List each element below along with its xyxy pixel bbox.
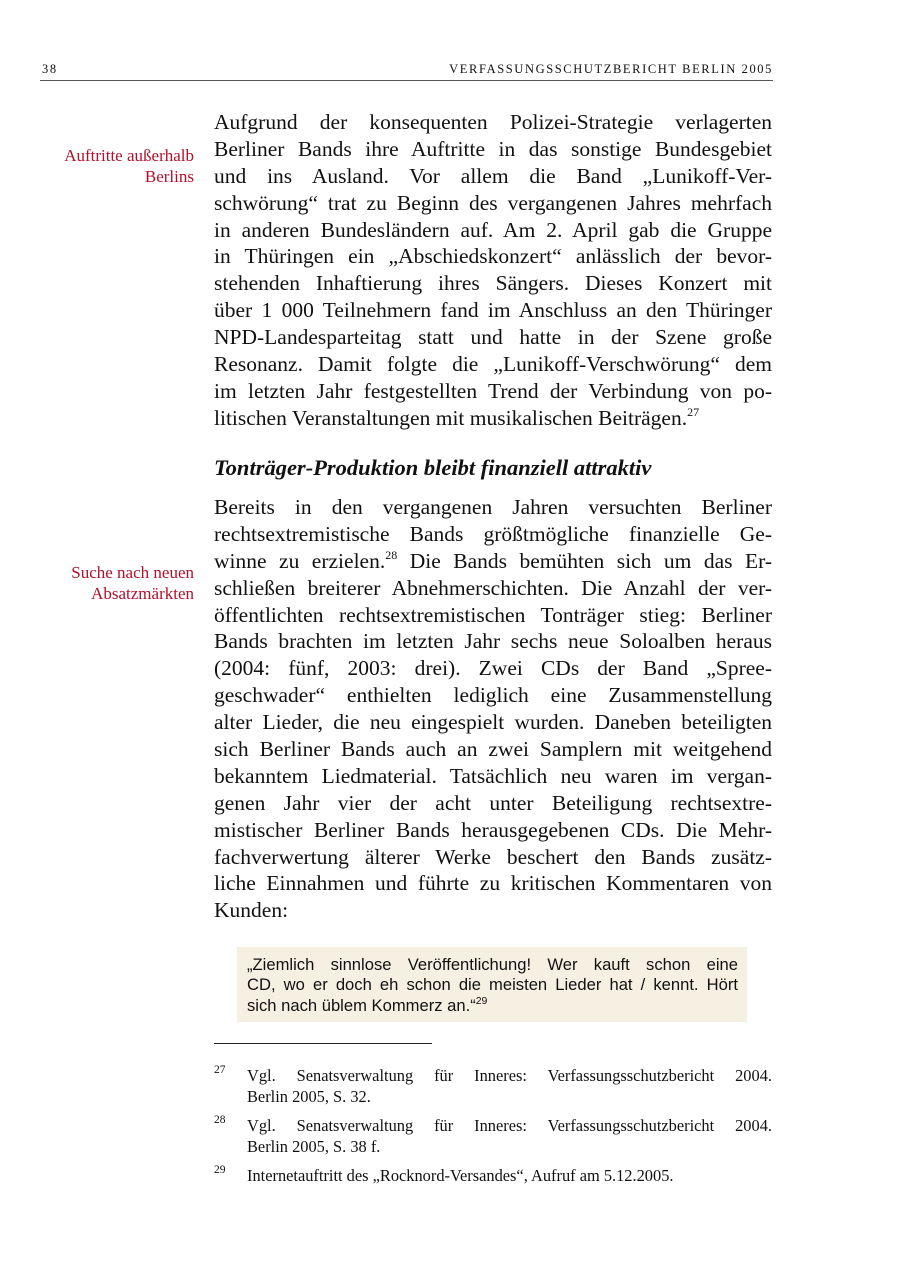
footnote-ref-27[interactable]: 27	[687, 404, 700, 419]
footnote-number: 28	[214, 1114, 226, 1126]
quote-box: „Ziemlich sinnlose Veröffentlichung! Wer kauft schon eine CD, wo er doch eh schon die meisten Lieder hat / kennt. Hört sich nach üblem Kommerz an.“$^{29}$	[237, 947, 747, 1022]
footnote-28: 28 Vgl. Senatsverwaltung für Inneres: Verfassungsschutzbericht 2004. Berlin 2005, S. 38 f.	[214, 1116, 772, 1157]
footnote-separator	[214, 1043, 432, 1044]
footnote-number: 27	[214, 1064, 226, 1076]
header-title: VERFASSUNGSSCHUTZBERICHT BERLIN 2005	[449, 62, 773, 76]
footnote-ref-29[interactable]: 29	[475, 994, 488, 1007]
page-number: 38	[42, 62, 58, 76]
footnote-number: 29	[214, 1164, 226, 1176]
paragraph-performances: Aufgrund der konsequenten Polizei-Strategie verlagerten Berliner Bands ihre Auftritte in das sonstige Bundesgebiet und ins Ausland. Vor allem die Band „Lunikoff-Ver- schwörung“ trat zu Beginn des vergangenen Jahres mehrfach in anderen Bundesländern auf. Am 2. April gab die Gruppe in Thüringen ein „Abschiedskonzert“ anlässlich der bevor- stehenden Inhaftierung ihres Sängers. Dieses Konzert mit über 1 000 Teilnehmern fand im Anschluss an den Thüringer NPD-Landesparteitag statt und hatte in der Szene große Resonanz. Damit folgte die „Lunikoff-Verschwörung“ dem im letzten Jahr festgestellten Trend der Verbindung von po- litischen Veranstaltungen mit musikalischen Beiträgen.$^{27}$	[214, 110, 772, 430]
footnote-29: 29 Internetauftritt des „Rocknord-Versandes“, Aufruf am 5.12.2005.	[214, 1166, 772, 1187]
paragraph-production: Bereits in den vergangenen Jahren versuchten Berliner rechtsextremistische Bands größtmögliche finanzielle Ge- winne zu erzielen.$^{28}$ Die Bands bemühten sich um das Er- schließen breiterer Abnehmerschichten. Die Anzahl der ver- öffentlichten rechtsextremistischen Tonträger stieg: Berliner Bands brachten im letzten Jahr sechs neue Soloalben heraus (2004: fünf, 2003: drei). Zwei CDs der Band „Spree- geschwader“ enthielten lediglich eine Zusammenstellung alter Lieder, die neu eingespielt wurden. Daneben beteiligten sich Berliner Bands auch an zwei Samplern mit weitgehend bekanntem Liedmaterial. Tatsächlich neu waren im vergan- genen Jahr vier der acht unter Beteiligung rechtsextre- mistischer Berliner Bands herausgegebenen CDs. Die Mehr- fachverwertung älterer Werke beschert den Bands zusätz- liche Einnahmen und führte zu kritischen Kommentaren von Kunden:	[214, 495, 772, 923]
section-heading: Tonträger-Produktion bleibt finanziell attraktiv	[214, 455, 652, 480]
margin-note-performances: Auftritte außerhalb Berlins	[64, 146, 194, 186]
footnote-27: 27 Vgl. Senatsverwaltung für Inneres: Verfassungsschutzbericht 2004. Berlin 2005, S. 32.	[214, 1066, 772, 1107]
running-header	[40, 62, 773, 81]
margin-note-markets: Suche nach neuen Absatzmärkten	[71, 563, 194, 603]
footnote-ref-28[interactable]: 28	[385, 547, 398, 562]
